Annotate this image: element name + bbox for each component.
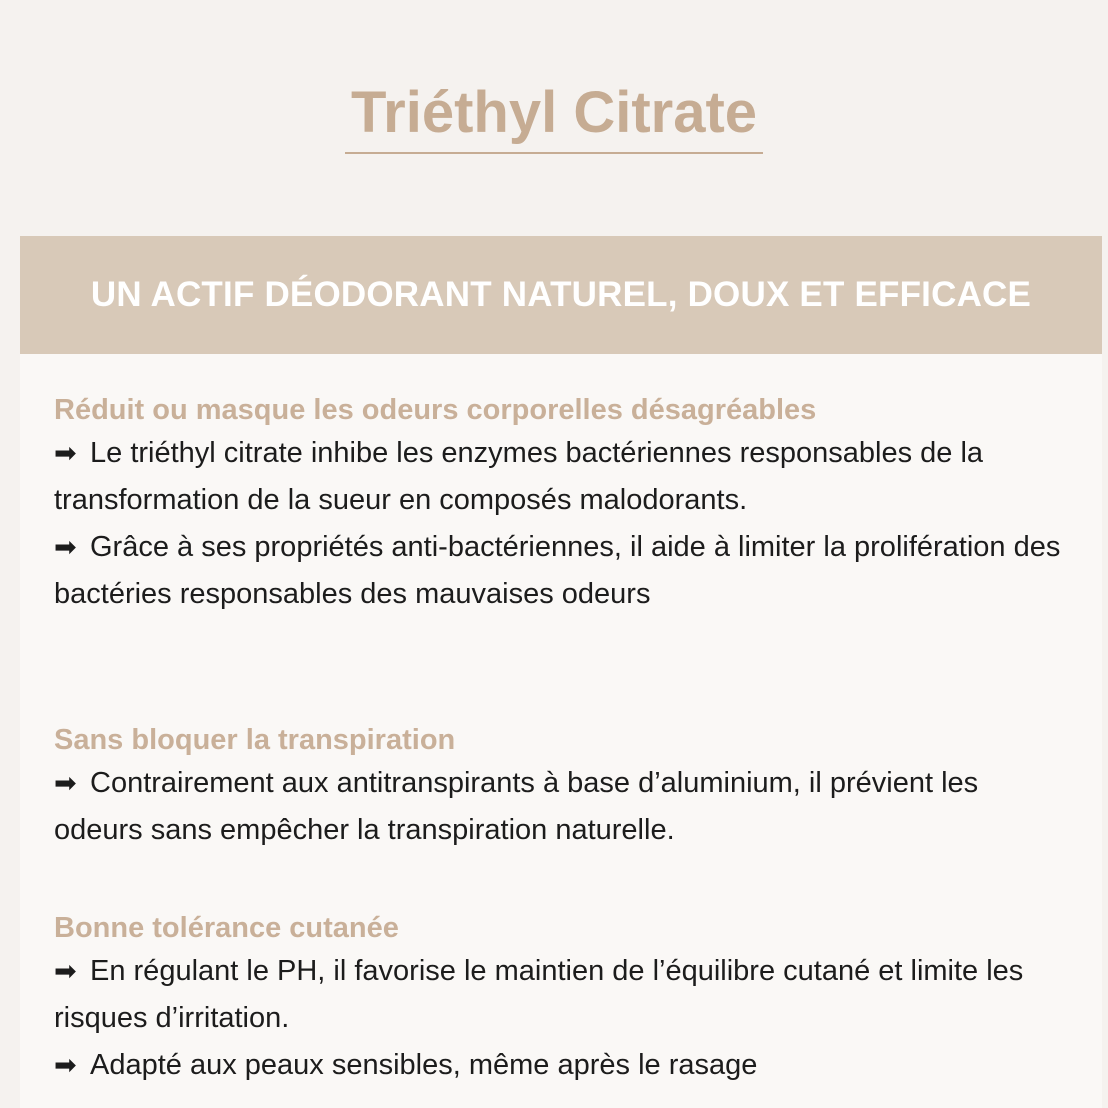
section-transpiration — [54, 720, 1064, 854]
title-area — [0, 78, 1108, 154]
bullet-item — [54, 1042, 1064, 1089]
section-heading: Réduit ou masque les odeurs corporelles désagréables — [54, 394, 817, 426]
bullet-text: Le triéthyl citrate inhibe les enzymes bactériennes responsables de la transformation de la sueur en composés malodorants. — [54, 437, 984, 516]
arrow-right-icon: ➡ — [54, 1050, 77, 1080]
arrow-right-icon: ➡ — [54, 438, 77, 468]
bullet-text: Grâce à ses propriétés anti-bactériennes, il aide à limiter la prolifération des bactéries responsables des mauvaises odeurs — [54, 531, 1061, 610]
section-tolerance — [54, 908, 1064, 1089]
page-title: Triéthyl Citrate — [345, 78, 763, 154]
bullet-text: Contrairement aux antitranspirants à base d’aluminium, il prévient les odeurs sans empêcher la transpiration naturelle. — [54, 767, 979, 846]
banner — [20, 236, 1102, 354]
bullet-text: Adapté aux peaux sensibles, même après le rasage — [90, 1049, 758, 1081]
arrow-right-icon: ➡ — [54, 532, 77, 562]
bullet-text: En régulant le PH, il favorise le maintien de l’équilibre cutané et limite les risques d’irritation. — [54, 955, 1024, 1034]
bullet-item — [54, 524, 1064, 618]
bullet-item — [54, 948, 1064, 1042]
arrow-right-icon: ➡ — [54, 768, 77, 798]
section-heading: Sans bloquer la transpiration — [54, 724, 456, 756]
section-heading: Bonne tolérance cutanée — [54, 912, 399, 944]
bullet-item — [54, 760, 1064, 854]
arrow-right-icon: ➡ — [54, 956, 77, 986]
banner-text: UN ACTIF DÉODORANT NATUREL, DOUX ET EFFICACE — [90, 275, 1032, 314]
section-odeurs — [54, 390, 1064, 618]
bullet-item — [54, 430, 1064, 524]
